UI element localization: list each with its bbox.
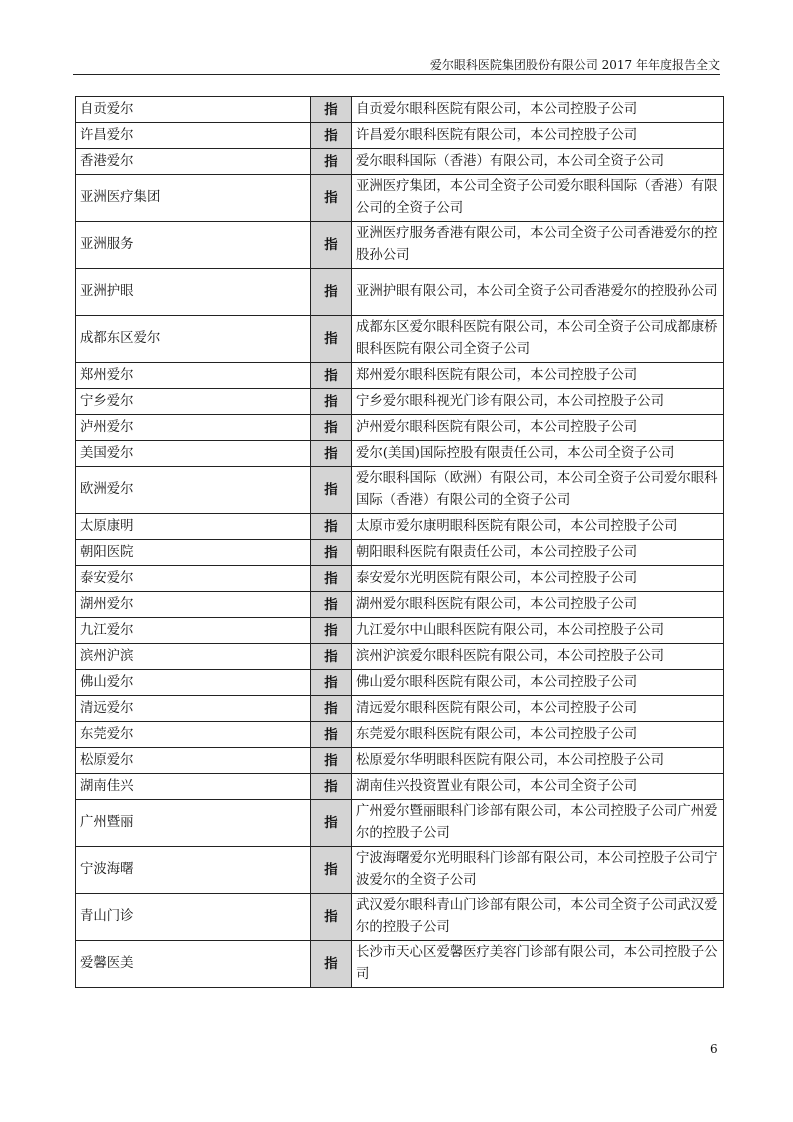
table-row — [76, 722, 724, 748]
table-row — [76, 847, 724, 894]
term-cell: 东莞爱尔 — [76, 722, 311, 748]
refers-to-cell: 指 — [311, 847, 352, 894]
table-row — [76, 175, 724, 222]
refers-to-cell: 指 — [311, 175, 352, 222]
refers-to-cell: 指 — [311, 467, 352, 514]
term-cell: 泰安爱尔 — [76, 566, 311, 592]
table-row — [76, 441, 724, 467]
definition-cell: 武汉爱尔眼科青山门诊部有限公司，本公司全资子公司武汉爱尔的控股子公司 — [352, 894, 724, 941]
term-cell: 湖州爱尔 — [76, 592, 311, 618]
table-row — [76, 774, 724, 800]
definition-cell: 长沙市天心区爱馨医疗美容门诊部有限公司，本公司控股子公司 — [352, 941, 724, 988]
refers-to-cell: 指 — [311, 670, 352, 696]
table-row — [76, 894, 724, 941]
definition-cell: 松原爱尔华明眼科医院有限公司，本公司控股子公司 — [352, 748, 724, 774]
term-cell: 香港爱尔 — [76, 149, 311, 175]
refers-to-cell: 指 — [311, 644, 352, 670]
refers-to-cell: 指 — [311, 123, 352, 149]
refers-to-cell: 指 — [311, 748, 352, 774]
table-row — [76, 748, 724, 774]
refers-to-cell: 指 — [311, 592, 352, 618]
refers-to-cell: 指 — [311, 389, 352, 415]
definition-cell: 自贡爱尔眼科医院有限公司，本公司控股子公司 — [352, 97, 724, 123]
table-row — [76, 149, 724, 175]
table-row — [76, 269, 724, 316]
term-cell: 佛山爱尔 — [76, 670, 311, 696]
definition-cell: 郑州爱尔眼科医院有限公司，本公司控股子公司 — [352, 363, 724, 389]
report-header-title: 爱尔眼科医院集团股份有限公司 2017 年年度报告全文 — [429, 58, 720, 72]
refers-to-cell: 指 — [311, 566, 352, 592]
term-cell: 美国爱尔 — [76, 441, 311, 467]
definition-cell: 宁波海曙爱尔光明眼科门诊部有限公司，本公司控股子公司宁波爱尔的全资子公司 — [352, 847, 724, 894]
table-row — [76, 644, 724, 670]
definition-cell: 爱尔眼科国际（欧洲）有限公司，本公司全资子公司爱尔眼科国际（香港）有限公司的全资子公司 — [352, 467, 724, 514]
definitions-table — [75, 96, 724, 988]
table-row — [76, 941, 724, 988]
definition-cell: 亚洲护眼有限公司，本公司全资子公司香港爱尔的控股孙公司 — [352, 269, 724, 316]
definition-cell: 许昌爱尔眼科医院有限公司，本公司控股子公司 — [352, 123, 724, 149]
term-cell: 滨州沪滨 — [76, 644, 311, 670]
definition-cell: 佛山爱尔眼科医院有限公司，本公司控股子公司 — [352, 670, 724, 696]
term-cell: 青山门诊 — [76, 894, 311, 941]
refers-to-cell: 指 — [311, 316, 352, 363]
definition-cell: 朝阳眼科医院有限责任公司，本公司控股子公司 — [352, 540, 724, 566]
table-row — [76, 800, 724, 847]
table-row — [76, 696, 724, 722]
term-cell: 松原爱尔 — [76, 748, 311, 774]
term-cell: 广州暨丽 — [76, 800, 311, 847]
refers-to-cell: 指 — [311, 363, 352, 389]
term-cell: 自贡爱尔 — [76, 97, 311, 123]
refers-to-cell: 指 — [311, 800, 352, 847]
definition-cell: 爱尔(美国)国际控股有限责任公司，本公司全资子公司 — [352, 441, 724, 467]
term-cell: 太原康明 — [76, 514, 311, 540]
refers-to-cell: 指 — [311, 97, 352, 123]
term-cell: 泸州爱尔 — [76, 415, 311, 441]
refers-to-cell: 指 — [311, 149, 352, 175]
term-cell: 九江爱尔 — [76, 618, 311, 644]
refers-to-cell: 指 — [311, 222, 352, 269]
table-row — [76, 566, 724, 592]
table-row — [76, 592, 724, 618]
definition-cell: 泰安爱尔光明医院有限公司，本公司控股子公司 — [352, 566, 724, 592]
definition-cell: 九江爱尔中山眼科医院有限公司，本公司控股子公司 — [352, 618, 724, 644]
table-row — [76, 540, 724, 566]
definition-cell: 太原市爱尔康明眼科医院有限公司，本公司控股子公司 — [352, 514, 724, 540]
table-row — [76, 316, 724, 363]
refers-to-cell: 指 — [311, 696, 352, 722]
refers-to-cell: 指 — [311, 540, 352, 566]
definition-cell: 亚洲医疗服务香港有限公司，本公司全资子公司香港爱尔的控股孙公司 — [352, 222, 724, 269]
definition-cell: 爱尔眼科国际（香港）有限公司，本公司全资子公司 — [352, 149, 724, 175]
definition-cell: 湖南佳兴投资置业有限公司，本公司全资子公司 — [352, 774, 724, 800]
term-cell: 清远爱尔 — [76, 696, 311, 722]
table-row — [76, 97, 724, 123]
refers-to-cell: 指 — [311, 774, 352, 800]
refers-to-cell: 指 — [311, 514, 352, 540]
table-row — [76, 363, 724, 389]
table-row — [76, 389, 724, 415]
refers-to-cell: 指 — [311, 722, 352, 748]
term-cell: 郑州爱尔 — [76, 363, 311, 389]
refers-to-cell: 指 — [311, 441, 352, 467]
term-cell: 宁波海曙 — [76, 847, 311, 894]
term-cell: 亚洲医疗集团 — [76, 175, 311, 222]
table-row — [76, 514, 724, 540]
definition-cell: 滨州沪滨爱尔眼科医院有限公司，本公司控股子公司 — [352, 644, 724, 670]
term-cell: 亚洲护眼 — [76, 269, 311, 316]
refers-to-cell: 指 — [311, 894, 352, 941]
term-cell: 宁乡爱尔 — [76, 389, 311, 415]
definition-cell: 宁乡爱尔眼科视光门诊有限公司，本公司控股子公司 — [352, 389, 724, 415]
refers-to-cell: 指 — [311, 941, 352, 988]
definition-cell: 泸州爱尔眼科医院有限公司，本公司控股子公司 — [352, 415, 724, 441]
refers-to-cell: 指 — [311, 618, 352, 644]
refers-to-cell: 指 — [311, 415, 352, 441]
table-row — [76, 222, 724, 269]
definition-cell: 广州爱尔暨丽眼科门诊部有限公司，本公司控股子公司广州爱尔的控股子公司 — [352, 800, 724, 847]
definition-cell: 湖州爱尔眼科医院有限公司，本公司控股子公司 — [352, 592, 724, 618]
header-divider — [73, 74, 720, 75]
term-cell: 湖南佳兴 — [76, 774, 311, 800]
term-cell: 朝阳医院 — [76, 540, 311, 566]
table-row — [76, 618, 724, 644]
definition-cell: 清远爱尔眼科医院有限公司，本公司控股子公司 — [352, 696, 724, 722]
refers-to-cell: 指 — [311, 269, 352, 316]
term-cell: 许昌爱尔 — [76, 123, 311, 149]
table-row — [76, 467, 724, 514]
table-row — [76, 415, 724, 441]
term-cell: 成都东区爱尔 — [76, 316, 311, 363]
term-cell: 亚洲服务 — [76, 222, 311, 269]
definition-cell: 东莞爱尔眼科医院有限公司，本公司控股子公司 — [352, 722, 724, 748]
table-row — [76, 123, 724, 149]
page-number: 6 — [710, 1042, 718, 1056]
table-row — [76, 670, 724, 696]
definition-cell: 亚洲医疗集团，本公司全资子公司爱尔眼科国际（香港）有限公司的全资子公司 — [352, 175, 724, 222]
definition-cell: 成都东区爱尔眼科医院有限公司，本公司全资子公司成都康桥眼科医院有限公司全资子公司 — [352, 316, 724, 363]
term-cell: 爱馨医美 — [76, 941, 311, 988]
term-cell: 欧洲爱尔 — [76, 467, 311, 514]
